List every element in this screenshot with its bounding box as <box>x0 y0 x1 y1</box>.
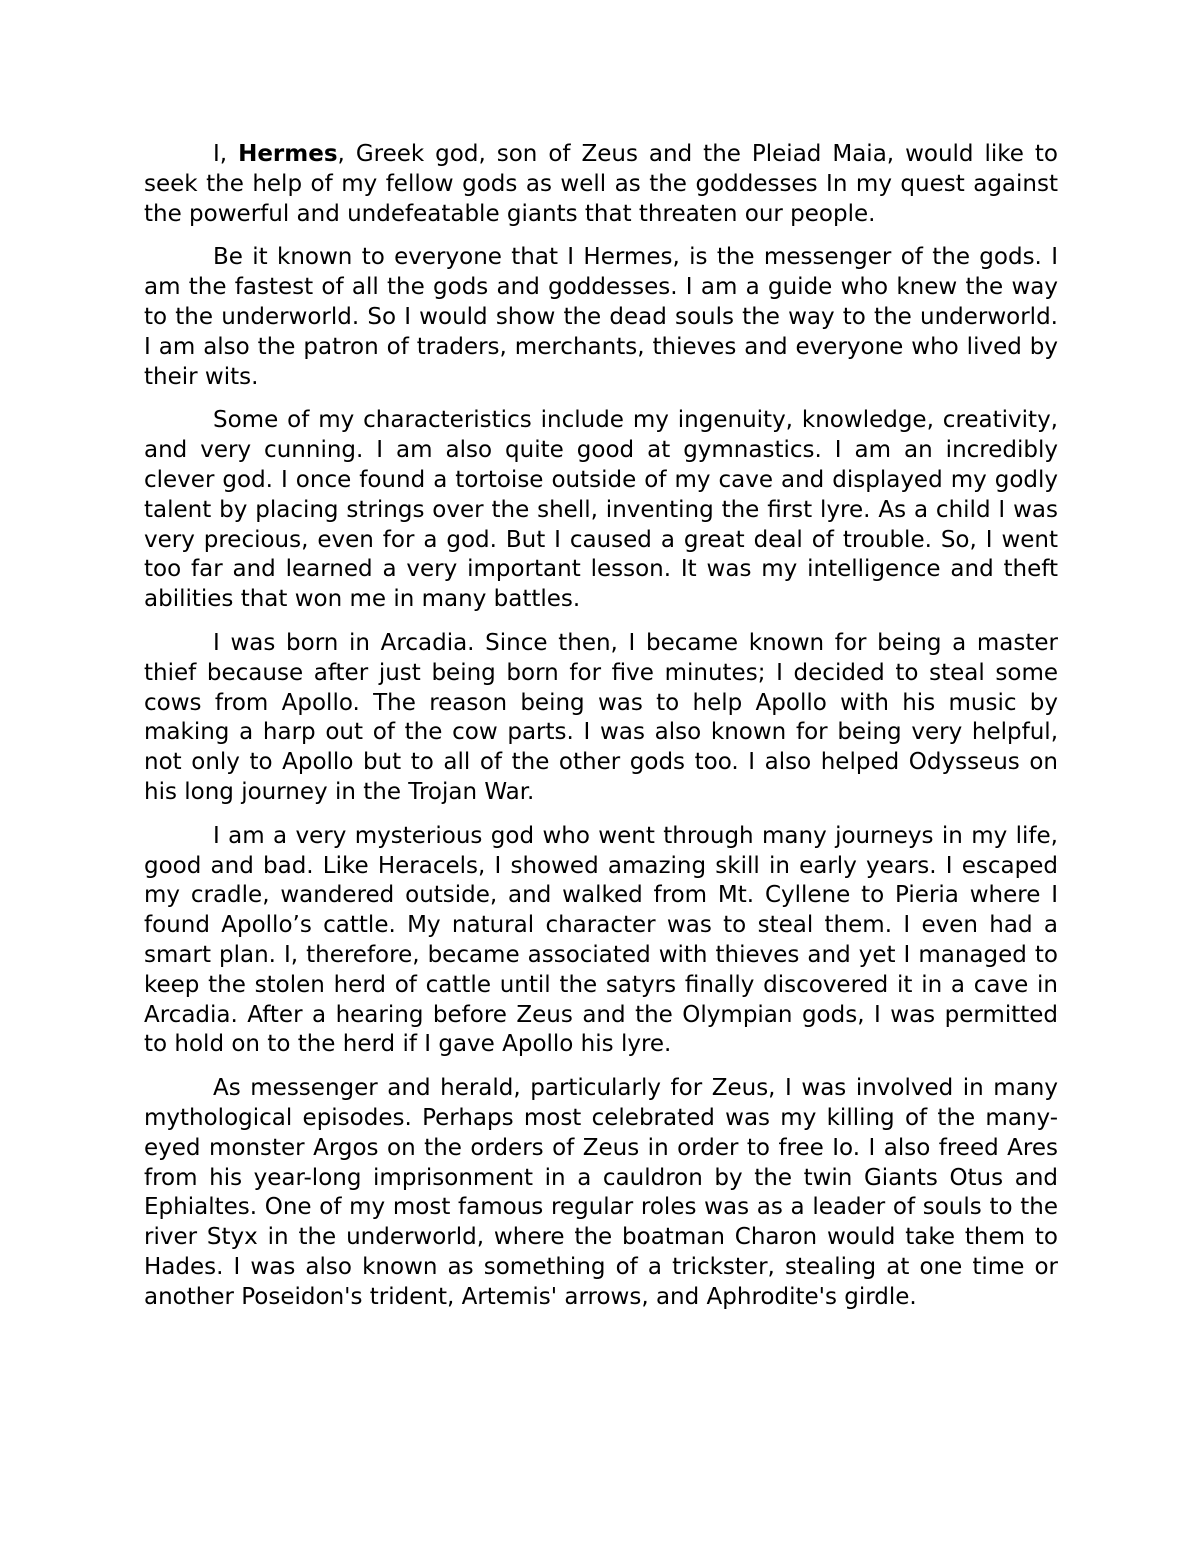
paragraph-journeys: I am a very mysterious god who went through many journeys in my life, good and bad. Like Heracels, I showed amazing skill in early years. I escaped my cradle, wandered outside, and walked from Mt. Cyllene to Pieria where I found Apollo’s cattle. My natural character was to steal them. I even had a smart plan. I, therefore, became associated with thieves and yet I managed to keep the stolen herd of cattle until the satyrs finally discovered it in a cave in Arcadia. After a hearing before Zeus and the Olympian gods, I was permitted to hold on to the herd if I gave Apollo his lyre. <box>144 822 1058 1058</box>
paragraph-intro <box>144 140 1058 229</box>
paragraph-herald: As messenger and herald, particularly for Zeus, I was involved in many mythological episodes. Perhaps most celebrated was my killing of the many-eyed monster Argos on the orders of Zeus in order to free Io. I also freed Ares from his year-long imprisonment in a cauldron by the twin Giants Otus and Ephialtes. One of my most famous regular roles was as a leader of souls to the river Styx in the underworld, where the boatman Charon would take them to Hades. I was also known as something of a trickster, stealing at one time or another Poseidon's trident, Artemis' arrows, and Aphrodite's girdle. <box>144 1075 1058 1310</box>
intro-rest: , Greek god, son of Zeus and the Pleiad Maia, would like to seek the help of my fellow gods as well as the goddesses In my quest against the powerful and undefeatable giants that threaten our people. <box>144 141 1058 227</box>
paragraph-messenger: Be it known to everyone that I Hermes, is the messenger of the gods. I am the fastest of all the gods and goddesses. I am a guide who knew the way to the underworld. So I would show the dead souls the way to the underworld. I am also the patron of traders, merchants, thieves and everyone who lived by their wits. <box>144 244 1058 390</box>
paragraph-birth: I was born in Arcadia. Since then, I became known for being a master thief because after just being born for five minutes; I decided to steal some cows from Apollo. The reason being was to help Apollo with his music by making a harp out of the cow parts. I was also known for being very helpful, not only to Apollo but to all of the other gods too. I also helped Odysseus on his long journey in the Trojan War. <box>144 629 1058 805</box>
paragraph-characteristics: Some of my characteristics include my ingenuity, knowledge, creativity, and very cunning. I am also quite good at gymnastics. I am an incredibly clever god. I once found a tortoise outside of my cave and displayed my godly talent by placing strings over the shell, inventing the first lyre. As a child I was very precious, even for a god. But I caused a great deal of trouble. So, I went too far and learned a very important lesson. It was my intelligence and theft abilities that won me in many battles. <box>144 407 1058 613</box>
document-body <box>144 140 1058 1326</box>
hermes-name: Hermes <box>238 141 338 167</box>
intro-lead: I, <box>213 141 239 167</box>
